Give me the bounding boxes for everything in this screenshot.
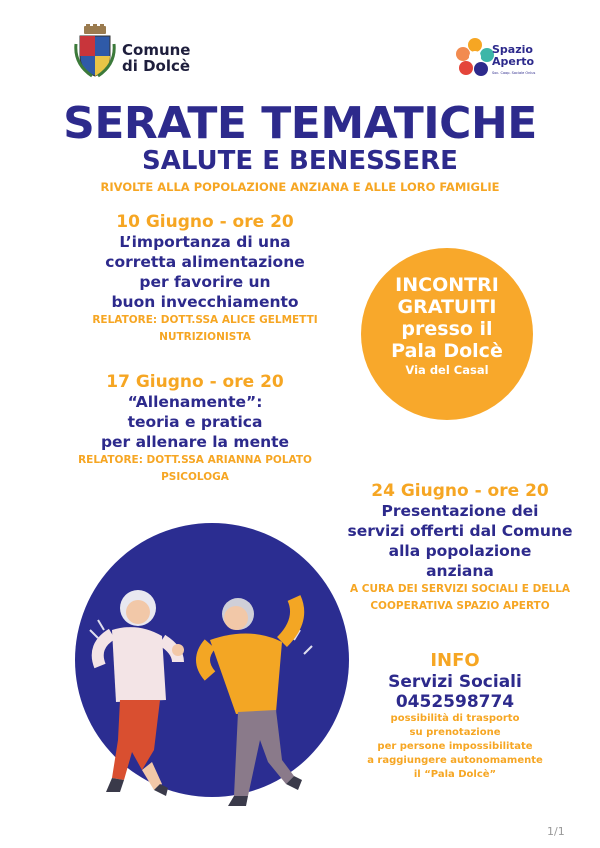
- badge-line-5: Via del Casal: [405, 363, 489, 377]
- event-2-speaker: [40, 452, 350, 486]
- info-section: [350, 650, 560, 782]
- municipal-crest-icon: [74, 24, 116, 78]
- partner-line-2: Aperto: [492, 55, 535, 68]
- info-service: Servizi Sociali: [388, 672, 522, 692]
- event-1-speaker: [60, 312, 350, 346]
- event-1-date: 10 Giugno - ore 20: [116, 212, 294, 232]
- event-1-speaker-line: RELATORE: DOTT.SSA ALICE GELMETTI: [92, 314, 318, 326]
- event-1: [60, 212, 350, 346]
- badge-line-1: INCONTRI: [395, 274, 499, 296]
- event-3-topic-line: Presentazione dei: [381, 502, 539, 520]
- event-1-topic-line: buon invecchiamento: [111, 293, 299, 311]
- page-title: SERATE TEMATICHE: [63, 98, 537, 149]
- event-2-topic-line: “Allenamente”:: [127, 393, 263, 411]
- event-1-topic: [60, 232, 350, 312]
- event-2: [40, 372, 350, 486]
- event-3-speaker-line: A CURA DEI SERVIZI SOCIALI E DELLA: [349, 583, 571, 595]
- event-1-topic-line: per favorire un: [139, 273, 271, 291]
- page-indicator: 1/1: [547, 825, 565, 838]
- event-2-date: 17 Giugno - ore 20: [106, 372, 284, 392]
- info-note-line: a raggiungere autonomamente: [367, 755, 543, 766]
- dancing-elderly-couple-illustration: [50, 500, 350, 818]
- spazio-aperto-logo-icon: [455, 37, 495, 77]
- event-3-date: 24 Giugno - ore 20: [371, 481, 549, 501]
- info-note-line: per persone impossibilitate: [377, 741, 533, 752]
- event-3-topic-line: servizi offerti dal Comune: [347, 522, 573, 540]
- event-2-speaker-line: RELATORE: DOTT.SSA ARIANNA POLATO: [78, 454, 312, 466]
- info-note-line: su prenotazione: [409, 727, 501, 738]
- partner-name: [492, 44, 534, 68]
- info-heading: INFO: [430, 650, 480, 671]
- event-2-topic-line: per allenare la mente: [100, 433, 290, 451]
- event-2-topic-line: teoria e pratica: [127, 413, 263, 431]
- event-3-speaker: [320, 581, 600, 615]
- event-2-speaker-line: PSICOLOGA: [161, 471, 229, 483]
- event-1-topic-line: L’importanza di una: [119, 233, 291, 251]
- event-1-speaker-line: NUTRIZIONISTA: [159, 331, 251, 343]
- audience-line: RIVOLTE ALLA POPOLAZIONE ANZIANA E ALLE LORO FAMIGLIE: [100, 180, 500, 194]
- event-3-speaker-line: COOPERATIVA SPAZIO APERTO: [370, 600, 550, 612]
- info-note-line: possibilità di trasporto: [390, 713, 520, 724]
- badge-line-3: presso il: [401, 318, 493, 340]
- info-note-line: il “Pala Dolcè”: [413, 769, 497, 780]
- page-subtitle: SALUTE E BENESSERE: [142, 146, 458, 176]
- event-2-topic: [40, 392, 350, 452]
- free-events-badge-text: [361, 274, 533, 378]
- info-notes: [350, 712, 560, 782]
- badge-line-2: GRATUITI: [397, 296, 497, 318]
- comune-name: [122, 42, 190, 74]
- partner-line-1: Spazio: [492, 43, 533, 56]
- badge-line-4: Pala Dolcè: [391, 340, 503, 362]
- partner-tagline: Soc. Coop. Sociale Onlus: [492, 71, 536, 75]
- event-3-topic: [320, 501, 600, 581]
- comune-line-2: di Dolcè: [122, 57, 191, 75]
- event-1-topic-line: corretta alimentazione: [105, 253, 305, 271]
- comune-line-1: Comune: [122, 41, 191, 59]
- event-3-topic-line: alla popolazione: [388, 542, 532, 560]
- event-3-topic-line: anziana: [426, 562, 494, 580]
- info-phone: 0452598774: [395, 692, 515, 712]
- event-3: [320, 481, 600, 615]
